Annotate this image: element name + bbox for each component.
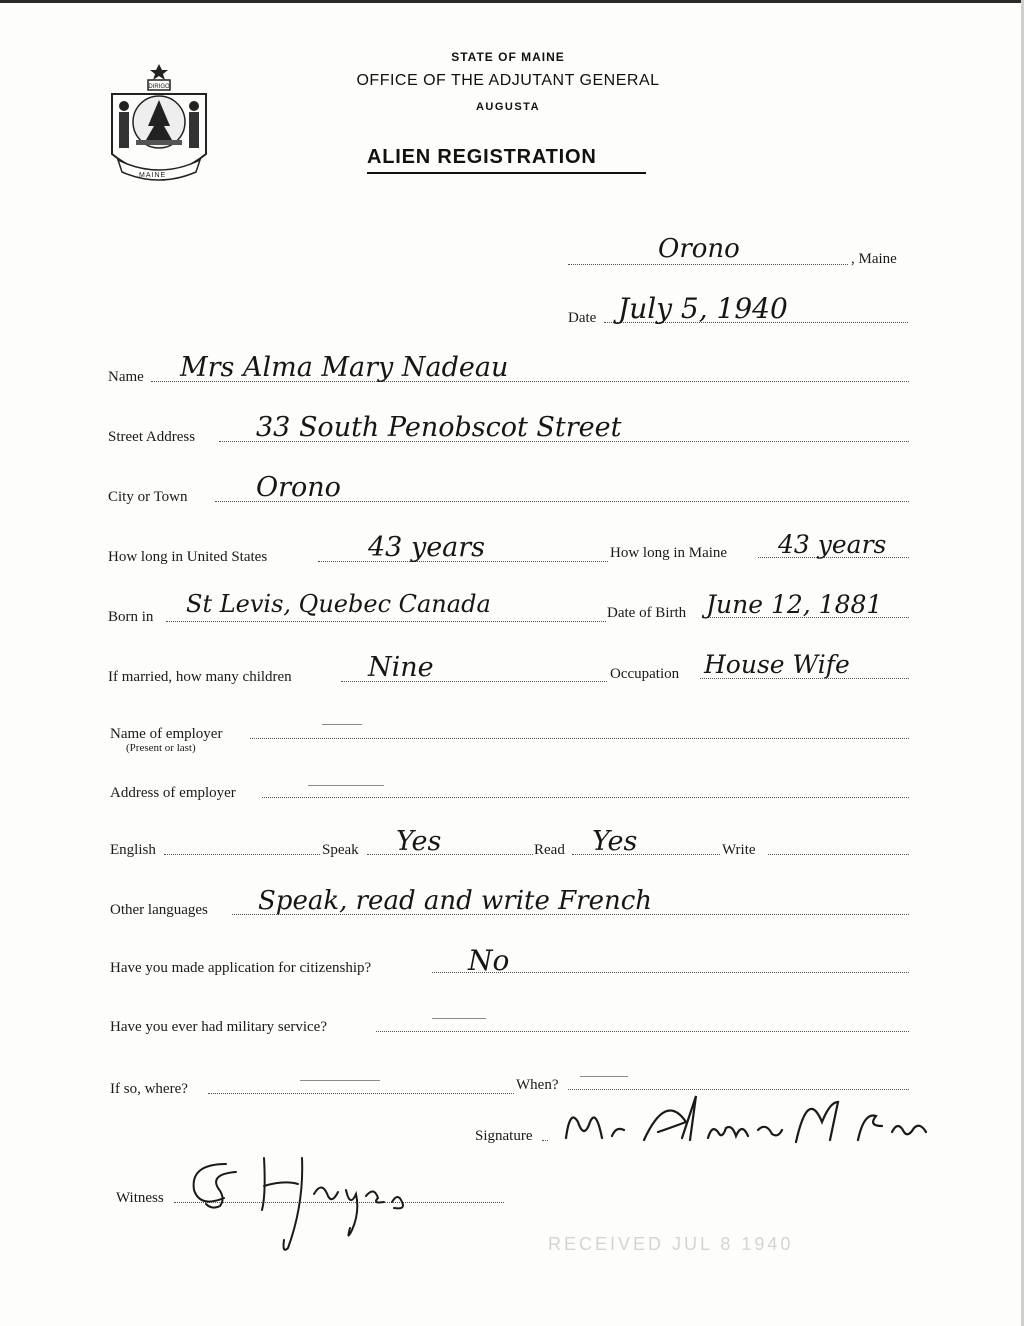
english-label: English [110, 842, 156, 858]
born-label: Born in [108, 609, 154, 625]
title-underline [367, 172, 646, 174]
employer-line [250, 738, 909, 739]
read-value: Yes [592, 826, 638, 857]
witness-label: Witness [116, 1190, 164, 1206]
scan-edge-top [0, 0, 1024, 3]
svg-text:DIRIGO: DIRIGO [148, 84, 170, 90]
years-us-label: How long in United States [108, 549, 268, 565]
city-label: City or Town [108, 489, 188, 505]
citizenship-label: Have you made application for citizenship? [110, 960, 372, 976]
name-label: Name [108, 369, 144, 385]
speak-value: Yes [396, 826, 442, 857]
form-title: ALIEN REGISTRATION [367, 146, 597, 168]
seal-banner-text: MAINE [139, 172, 167, 179]
english-line [164, 854, 320, 855]
where-line [208, 1093, 514, 1094]
employer-address-label: Address of employer [110, 785, 236, 801]
speak-line [367, 854, 533, 855]
dob-label: Date of Birth [607, 605, 687, 621]
citizenship-value: No [468, 944, 510, 977]
date-value: July 5, 1940 [618, 292, 788, 325]
occupation-value: House Wife [704, 650, 850, 679]
military-label: Have you ever had military service? [110, 1019, 327, 1035]
other-languages-value: Speak, read and write French [258, 886, 653, 916]
name-value: Mrs Alma Mary Nadeau [180, 352, 509, 383]
years-us-value: 43 years [368, 532, 486, 563]
maine-label: , Maine [851, 251, 897, 267]
received-stamp: RECEIVED JUL 8 1940 [548, 1234, 794, 1254]
signature-label: Signature [475, 1128, 533, 1144]
when-label: When? [516, 1077, 559, 1093]
born-value: St Levis, Quebec Canada [186, 590, 491, 618]
header-state: STATE OF MAINE [451, 50, 565, 64]
witness-signature [180, 1150, 420, 1260]
where-label: If so, where? [110, 1081, 188, 1097]
street-value: 33 South Penobscot Street [256, 412, 622, 443]
other-languages-label: Other languages [110, 902, 208, 918]
military-line [376, 1031, 909, 1032]
where-dash [300, 1080, 380, 1081]
street-label: Street Address [108, 429, 196, 445]
years-maine-label: How long in Maine [610, 545, 728, 561]
years-maine-value: 43 years [778, 530, 887, 559]
employer-dash [322, 724, 362, 725]
dob-value: June 12, 1881 [706, 590, 883, 619]
write-label: Write [722, 842, 756, 858]
employer-address-dash [308, 785, 384, 786]
occupation-label: Occupation [610, 666, 680, 682]
born-line [166, 621, 606, 622]
city-value: Orono [256, 472, 341, 503]
header-office: OFFICE OF THE ADJUTANT GENERAL [356, 72, 660, 89]
employer-address-line [262, 797, 909, 798]
applicant-signature [546, 1082, 930, 1158]
military-dash [432, 1018, 486, 1019]
when-dash [580, 1076, 628, 1077]
children-value: Nine [368, 652, 434, 683]
write-line [768, 854, 909, 855]
speak-label: Speak [322, 842, 359, 858]
header-city: AUGUSTA [475, 101, 541, 113]
read-label: Read [534, 842, 565, 858]
town-value: Orono [658, 234, 740, 264]
date-label: Date [568, 310, 597, 326]
employer-sublabel: (Present or last) [126, 742, 196, 754]
children-label: If married, how many children [108, 669, 292, 685]
town-line [568, 264, 848, 265]
employer-label: Name of employer [110, 726, 223, 742]
